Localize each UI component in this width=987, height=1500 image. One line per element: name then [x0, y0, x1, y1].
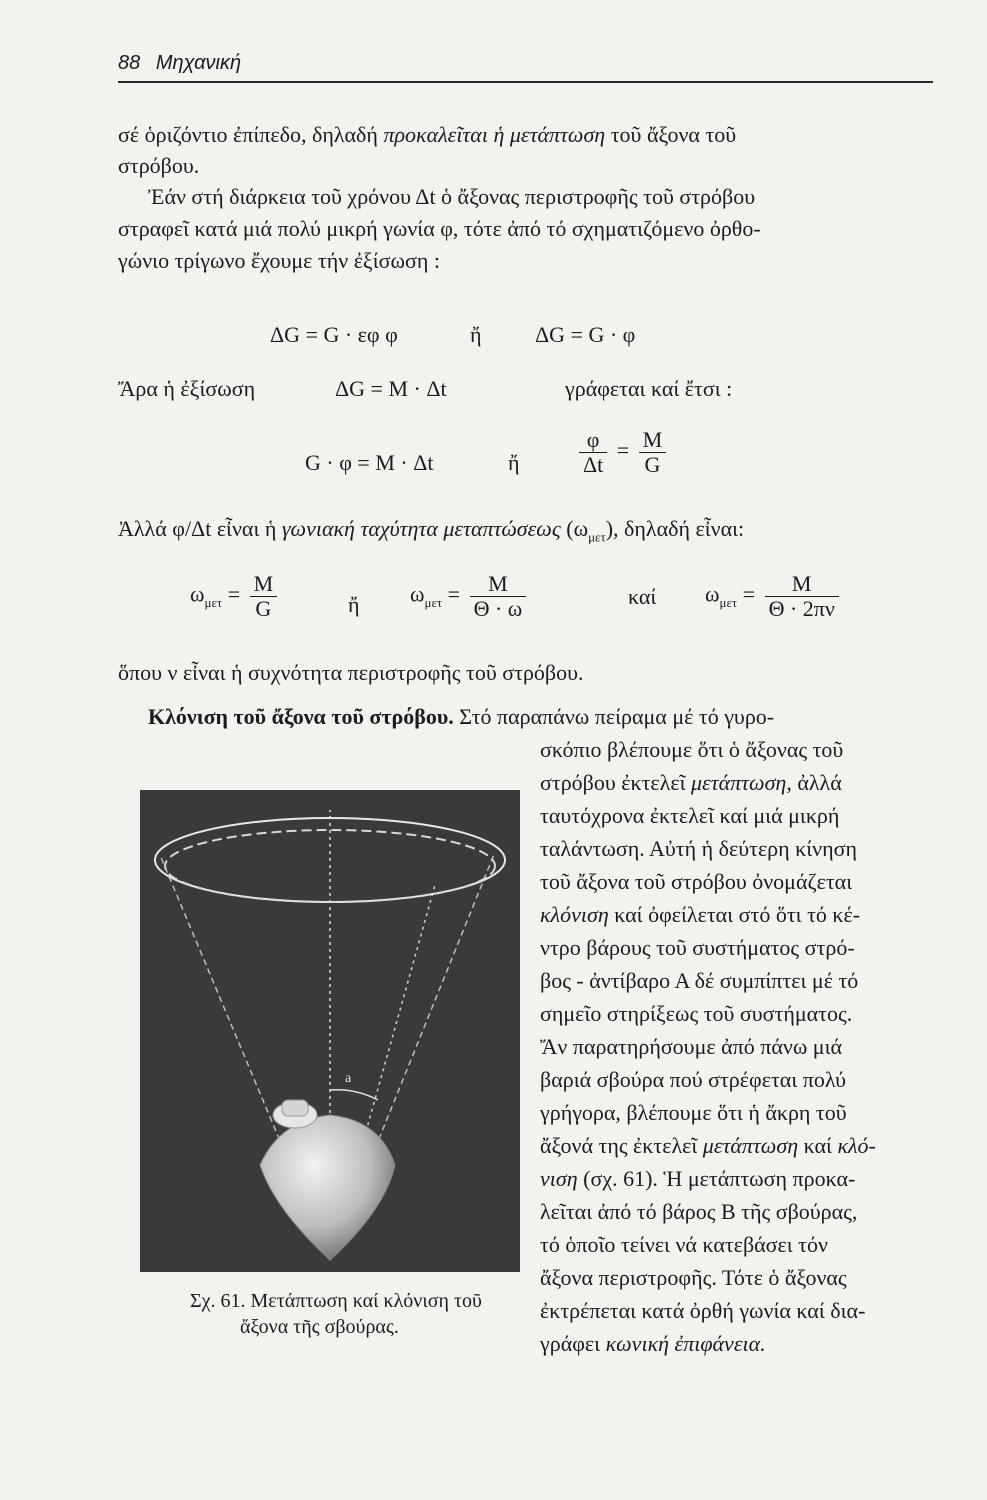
rc-line: βαριά σβούρα πού στρέφεται πολύ: [540, 1067, 847, 1092]
ara-label: Ἄρα ἡ ἐξίσωση: [118, 376, 256, 401]
p1-text: σέ ὁριζόντιο ἐπίπεδο, δηλαδή: [118, 122, 378, 147]
klonisi-line: [148, 704, 774, 730]
caption-line-2: ἄξονα τῆς σβούρας.: [240, 1316, 399, 1338]
p2-line3: γώνιο τρίγωνο ἔχουμε τήν ἐξίσωση :: [118, 248, 440, 273]
rc-line: γρήγορα, βλέπουμε ὅτι ἡ ἄκρη τοῦ: [540, 1100, 847, 1125]
fraction-m-g: $\frac{M}{G}$: [639, 428, 667, 477]
klonisi-start: Στό παραπάνω πείραμα μέ τό γυρο-: [459, 704, 775, 729]
rc-line: λεῖται ἀπό τό βάρος B τῆς σβούρας,: [540, 1199, 858, 1224]
equation-2-left: G · φ = M · Δt: [305, 450, 434, 475]
right-column: [540, 733, 940, 1360]
running-title: Μηχανική: [155, 52, 242, 74]
rc-line: ντρο βάρους τοῦ συστήματος στρό-: [540, 935, 855, 960]
klonisi-title: Κλόνιση τοῦ ἄξονα τοῦ στρόβου.: [148, 704, 454, 729]
rc-line: βος - ἀντίβαρο Α δέ συμπίπτει μέ τό: [540, 968, 859, 993]
rc-line: σημεῖο στηρίξεως τοῦ συστήματος.: [540, 1001, 853, 1026]
rc-line: ἄξονά της ἐκτελεῖ μετάπτωση καί κλό-: [540, 1133, 876, 1158]
fraction-m-over-theta-2pinu: $\frac{M}{\Theta \cdot 2\pi\nu}$: [765, 572, 839, 621]
alla-subscript: μετ: [588, 529, 606, 545]
alla-italic: γωνιακή ταχύτητα μεταπτώσεως: [281, 516, 561, 541]
figure-caption: [190, 1288, 482, 1340]
rc-line: τό ὁποῖο τείνει νά κατεβάσει τόν: [540, 1232, 828, 1257]
rc-line: κλόνιση καί ὀφείλεται στό ὅτι τό κέ-: [540, 902, 861, 927]
rc-line: τοῦ ἄξονα τοῦ στρόβου ὀνομάζεται: [540, 869, 853, 894]
equals-sign: =: [616, 437, 630, 463]
fraction-m-over-g: $\frac{M}{G}$: [250, 572, 278, 621]
p1-italic: προκαλεῖται ἡ μετάπτωση: [383, 122, 606, 147]
alla-tail: ), δηλαδή εἶναι:: [605, 516, 745, 541]
equation-2-or: ἤ: [508, 450, 520, 475]
ara-equation: ΔG = M · Δt: [335, 376, 447, 401]
caption-line-1: Σχ. 61. Μετάπτωση καί κλόνιση τοῦ: [190, 1290, 482, 1312]
equation-1-right: ΔG = G · φ: [535, 322, 636, 347]
fraction-m-over-theta-omega: $\frac{M}{\Theta \cdot \omega}$: [470, 572, 527, 621]
rc-line: ταυτόχρονα ἐκτελεῖ καί μιά μικρή: [540, 803, 840, 828]
alla-line: [118, 516, 744, 545]
alla-start: Ἀλλά φ/Δt εἶναι ἡ: [118, 516, 277, 541]
spinning-top-illustration: [140, 790, 520, 1272]
rc-line: Ἄν παρατηρήσουμε ἀπό πάνω μιά: [540, 1034, 843, 1059]
rc-line: γράφει κωνική ἐπιφάνεια.: [540, 1331, 766, 1356]
page-header: [118, 52, 933, 83]
ara-tail: γράφεται καί ἔτσι :: [565, 376, 733, 401]
rc-line: νιση (σχ. 61). Ἡ μετάπτωση προκα-: [540, 1166, 856, 1191]
equation-1-left: ΔG = G · εφ φ: [270, 322, 398, 347]
omega-or: ἤ: [348, 592, 360, 617]
rc-line: σκόπιο βλέπουμε ὅτι ὁ ἄξονας τοῦ: [540, 737, 844, 762]
p1-end: τοῦ ἄξονα τοῦ: [610, 122, 737, 147]
p2-line1: Ἐάν στή διάρκεια τοῦ χρόνου Δt ὁ ἄξονας περιστροφῆς τοῦ στρόβου: [148, 184, 756, 209]
omega-equation-1: $\omega_{\mu\varepsilon\tau}$ = $\frac{M}{G}$: [190, 572, 281, 621]
omega-equation-3: $\omega_{\mu\varepsilon\tau}$ = $\frac{M}{\Theta \cdot 2\pi\nu}$: [705, 572, 843, 621]
rc-line: ἄξονα περιστροφῆς. Τότε ὁ ἄξονας: [540, 1265, 847, 1290]
rc-line: στρόβου ἐκτελεῖ μετάπτωση, ἀλλά: [540, 770, 842, 795]
angle-label: a: [345, 1071, 352, 1086]
opou-line: ὅπου ν εἶναι ἡ συχνότητα περιστροφῆς τοῦ στρόβου.: [118, 660, 584, 685]
alla-omega: (ω: [566, 516, 589, 541]
p1-line2: στρόβου.: [118, 153, 200, 178]
p2-line2: στραφεῖ κατά μιά πολύ μικρή γωνία φ, τότε ἀπό τό σχηματιζόμενο ὀρθο-: [118, 216, 761, 241]
equation-2-fractions: [575, 428, 670, 477]
omega-kai: καί: [628, 584, 657, 609]
fraction-phi-dt: $\frac{\varphi}{\Delta t}$: [579, 428, 607, 477]
equation-1-or: ἤ: [470, 322, 482, 347]
rc-line: ταλάντωση. Αὐτή ἡ δεύτερη κίνηση: [540, 836, 857, 861]
page-number: 88: [118, 52, 141, 74]
rc-line: ἐκτρέπεται κατά ὀρθή γωνία καί δια-: [540, 1298, 866, 1323]
omega-equation-2: $\omega_{\mu\varepsilon\tau}$ = $\frac{M}{\Theta \cdot \omega}$: [410, 572, 530, 621]
spinning-top-photo: [140, 790, 520, 1272]
p1-line1: [118, 122, 736, 148]
